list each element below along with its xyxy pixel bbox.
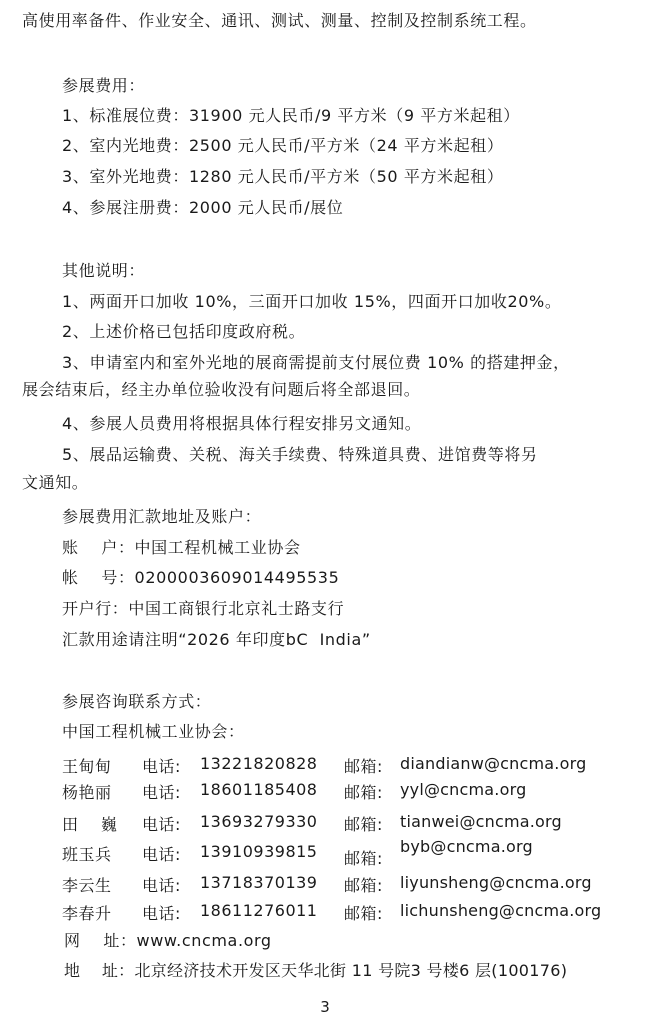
account-number: 帐 号：0200003609014495535 (62, 568, 340, 587)
email-address: diandianw@cncma.org (400, 754, 587, 773)
contact-row (0, 810, 650, 834)
phone-number: 13910939815 (200, 842, 318, 861)
note-item-continued: 展会结束后，经主办单位验收没有问题后将全部退回。 (22, 380, 421, 399)
note-item: 1、两面开口加收 10%，三面开口加收 15%，四面开口加收20%。 (62, 292, 562, 311)
contact-heading: 参展咨询联系方式： (62, 692, 212, 711)
email-address: yyl@cncma.org (400, 780, 527, 799)
contact-row (0, 871, 650, 895)
fee-item: 2、室内光地费：2500 元人民币/平方米（24 平方米起租） (62, 136, 504, 155)
phone-number: 13693279330 (200, 812, 318, 831)
phone-number: 13718370139 (200, 873, 318, 892)
fee-item: 1、标准展位费：31900 元人民币/9 平方米（9 平方米起租） (62, 106, 520, 125)
contact-name: 田 巍 (62, 815, 118, 834)
phone-label: 电话: (142, 815, 181, 834)
note-item-continued: 文通知。 (22, 473, 89, 492)
phone-label: 电话: (142, 783, 181, 802)
note-item: 5、展品运输费、关税、海关手续费、特殊道具费、进馆费等将另 (62, 445, 538, 464)
phone-label: 电话: (142, 845, 181, 864)
email-label: 邮箱: (344, 757, 383, 776)
email-label: 邮箱: (344, 849, 383, 868)
email-label: 邮箱: (344, 876, 383, 895)
contact-row (0, 899, 650, 923)
email-label: 邮箱: (344, 904, 383, 923)
phone-number: 13221820828 (200, 754, 318, 773)
page-number: 3 (320, 998, 330, 1016)
contact-name: 李云生 (62, 876, 112, 895)
email-address: tianwei@cncma.org (400, 812, 562, 831)
contact-name: 王甸甸 (62, 757, 112, 776)
phone-number: 18611276011 (200, 901, 318, 920)
account-name: 账 户：中国工程机械工业协会 (62, 538, 301, 557)
note-item: 4、参展人员费用将根据具体行程安排另文通知。 (62, 414, 422, 433)
website-line: 网 址：www.cncma.org (64, 931, 272, 950)
note-item: 3、申请室内和室外光地的展商需提前支付展位费 10% 的搭建押金， (62, 353, 570, 372)
fee-item: 4、参展注册费：2000 元人民币/展位 (62, 198, 344, 217)
contact-row (0, 752, 650, 776)
email-label: 邮箱: (344, 815, 383, 834)
payment-remark: 汇款用途请注明“2026 年印度bC India” (62, 630, 371, 649)
contact-name: 杨艳丽 (62, 783, 112, 802)
contact-name: 班玉兵 (62, 845, 112, 864)
email-label: 邮箱: (344, 783, 383, 802)
fee-item: 3、室外光地费：1280 元人民币/平方米（50 平方米起租） (62, 167, 504, 186)
email-address: byb@cncma.org (400, 837, 533, 856)
email-address: lichunsheng@cncma.org (400, 901, 602, 920)
phone-label: 电话: (142, 904, 181, 923)
fees-heading: 参展费用： (62, 76, 146, 95)
phone-number: 18601185408 (200, 780, 318, 799)
intro-tail: 高使用率备件、作业安全、通讯、测试、测量、控制及控制系统工程。 (22, 11, 537, 30)
email-address: liyunsheng@cncma.org (400, 873, 592, 892)
payment-heading: 参展费用汇款地址及账户： (62, 507, 262, 526)
contact-row (0, 778, 650, 802)
notes-heading: 其他说明： (62, 261, 146, 280)
note-item: 2、上述价格已包括印度政府税。 (62, 322, 306, 341)
contact-name: 李春升 (62, 904, 112, 923)
address-line: 地 址：北京经济技术开发区天华北街 11 号院3 号楼6 层(100176) (64, 961, 568, 980)
contact-org: 中国工程机械工业协会： (62, 722, 245, 741)
contact-row (0, 837, 650, 868)
phone-label: 电话: (142, 757, 181, 776)
phone-label: 电话: (142, 876, 181, 895)
bank-name: 开户行：中国工商银行北京礼士路支行 (62, 599, 345, 618)
